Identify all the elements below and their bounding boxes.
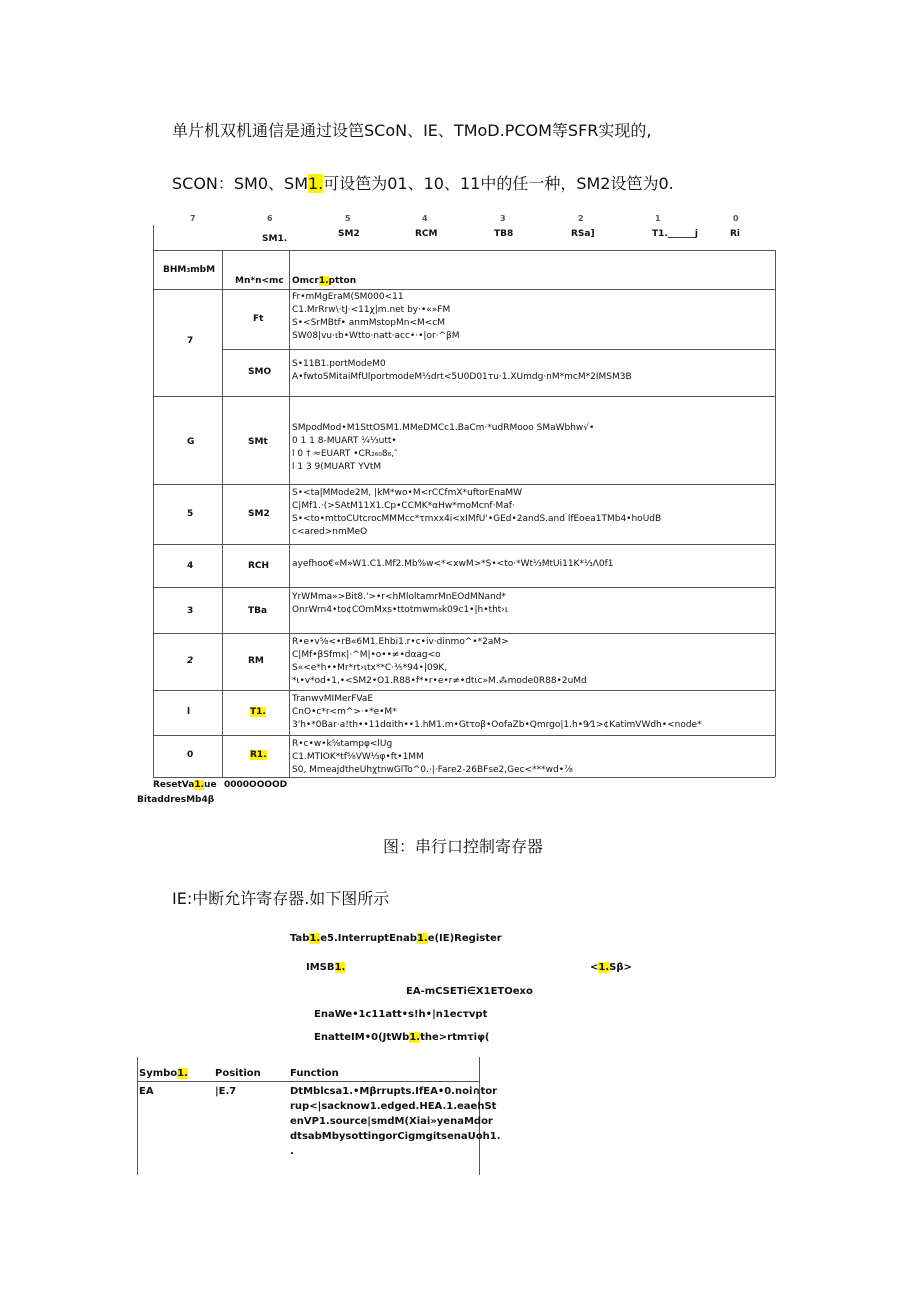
function-line: ayefhoo€«M»W1.C1.Mf2.Mb%w<*<xwM>*S•<to·*Wt⅓MtUi11K*⅓Λ0f1 — [292, 559, 614, 569]
reset-label-a: ResetVa — [153, 780, 195, 790]
ie-intro: IE:中断允许寄存器.如下图所示 — [172, 889, 390, 908]
row-name-highlight: T1. — [250, 707, 266, 717]
row-symbol: EA — [139, 1086, 154, 1097]
row-name-highlight: R1. — [250, 750, 267, 760]
row-bit: 4 — [187, 561, 194, 571]
function-line: dtsabMbysottingorCigmgitsenaUoh1. — [290, 1131, 501, 1142]
row-name: RCH — [248, 561, 270, 571]
bit-address: BitaddresMb4β — [137, 795, 215, 805]
function-line: 0 1 1 8-MUART ¼⅓utt• — [292, 436, 397, 446]
bit-number: 6 — [267, 214, 273, 223]
row-bit: 2 — [187, 656, 194, 666]
table-line — [289, 250, 290, 777]
table-line — [222, 250, 223, 777]
ie-bits: EA-mCSETi∈X1ETOexo — [406, 986, 533, 997]
table-line — [153, 633, 775, 634]
function-line: DtMblcsa1.•Mβrrupts.IfEA•0.noi∩tor — [290, 1086, 498, 1097]
function-line: C|Mf1.·(>SAtM11X1.Cp•CCMK*αHw*moMcnf·Maf· — [292, 501, 515, 511]
row-function — [290, 1084, 501, 1159]
bit-name: SM2 — [338, 229, 360, 239]
msb-highlight: 1. — [334, 962, 346, 973]
row-name: SMO — [248, 367, 272, 377]
function-line: CnO•c*r<m^>·•*e•M* — [292, 707, 397, 717]
bit-name: T1.______j — [652, 229, 698, 239]
table-line — [153, 396, 775, 397]
row-bit: 7 — [187, 336, 194, 346]
intro-line-2-highlight: 1. — [308, 174, 324, 193]
lsb-label — [590, 962, 632, 973]
reset-value: 0000OOOOD — [224, 780, 288, 790]
row-function — [292, 487, 661, 539]
enable-note: EnaWe•1c11att•s!h•|n1ecτvpt — [314, 1009, 488, 1020]
bit-number: 5 — [345, 214, 351, 223]
row-name — [250, 707, 266, 717]
lsb-a: < — [590, 962, 599, 973]
table2-title-highlight: 1. — [309, 933, 321, 944]
col-symbol — [139, 1068, 188, 1079]
table-line — [153, 289, 775, 290]
disable-highlight: 1. — [409, 1032, 421, 1043]
function-line: 3'h•*0Bar·a!th••11dαith••1.hM1.m•Gtτoβ•OofaZb•Qmrgo|1.h•9⁄1>¢KatimVWdh•<node* — [292, 720, 702, 730]
disable-note — [314, 1032, 490, 1043]
function-line: SMpodMod•M1SttOSM1.MMeDMCc1.BaCm·*udRMooo SMaWbhw√• — [292, 423, 595, 433]
row-position: |E.7 — [215, 1086, 237, 1097]
bit-number: 3 — [500, 214, 506, 223]
function-line: . — [290, 1146, 294, 1157]
header-bit: BHM₃mbM — [163, 265, 216, 275]
bit-number: 7 — [190, 214, 196, 223]
bit-name: RSa] — [571, 229, 595, 239]
function-line: R•c•w•k⅝tampφ<lUg — [292, 739, 393, 749]
col-symbol-a: Symbo — [139, 1068, 178, 1079]
lsb-highlight: 1. — [598, 962, 610, 973]
header-function — [292, 276, 356, 286]
function-line: l 0 † ≈EUART •CR₂₆₀8₈,″ — [292, 449, 398, 459]
function-line: S0, MmeajdtheUhχtnwGlTo^0.·|·Fare2-26BFse2,Gec<***wd•⅞ — [292, 765, 573, 775]
reset-value-label — [153, 780, 217, 790]
function-line: R•e•v⅝<•rB«6M1.Ehbi1.r•c•iv·dinmo^•*2aM> — [292, 637, 509, 647]
function-line: l 1 3 9(MUART YVtM — [292, 462, 382, 472]
row-bit: 0 — [187, 750, 194, 760]
function-line: TranwvMIMerFVaE — [292, 694, 374, 704]
row-function — [292, 422, 594, 474]
function-line: S•<SrMBtf• anmMstopMn<M<cM — [292, 318, 445, 328]
row-function — [292, 738, 573, 777]
table2-title — [290, 933, 502, 944]
header-function-highlight: 1. — [318, 276, 329, 286]
function-line: *ι•v*od•1,•<SM2•O1.R88•f*•r•e•r≠•dtιc»M.⁂mode0R88•2uMd — [292, 676, 587, 686]
row-bit: G — [187, 437, 195, 447]
function-line: A•fwtoSMitaiMfUlportmodeM⅓drt<5U0D01τu·1.XUmdg·nM*mcM*2IMSM3B — [292, 372, 632, 382]
row-bit: 3 — [187, 606, 194, 616]
col-position: Position — [215, 1068, 261, 1079]
col-symbol-highlight: 1. — [177, 1068, 188, 1079]
function-line: S«<e*h••Mr*rt›ιtx**C·⅗*94•|09K, — [292, 663, 448, 673]
row-name: SM2 — [248, 509, 270, 519]
col-function: Function — [290, 1068, 339, 1079]
header-function-b: ptton — [328, 276, 357, 286]
function-line: OnrWrn4•to¢COmMxs•ttotmwm₈k09c1•|h•tht›ι — [292, 605, 508, 615]
function-line: YrWMma»>Bit8.'>•r<hMloltamrMnEOdMNand* — [292, 592, 506, 602]
row-function — [292, 693, 702, 732]
bit-number: 0 — [733, 214, 739, 223]
reset-label-b: ue — [204, 780, 217, 790]
bit-name: Ri — [730, 229, 741, 239]
header-name: Mn*n<mc — [235, 276, 284, 286]
function-line: C1.MrRrw\·tJ·<11χ|m.net by·•«»FM — [292, 305, 451, 315]
table2-title-b: e5.InterruptEnab — [320, 933, 417, 944]
disable-b: the>rtmτiφ( — [420, 1032, 490, 1043]
function-line: rup<|sacknow1.edged.HEA.1.eaehSt — [290, 1101, 497, 1112]
function-line: S•<ta|MMode2M, |kM*wo•M<rCCfmX*uftorEnaMW — [292, 488, 523, 498]
function-line: SW08|vu·ιb•Wtto·natt·acc•·•|or·^βM — [292, 331, 460, 341]
function-line: enVP1.source|smdM(Xiai»yenaMdor — [290, 1116, 493, 1127]
function-line: S•<to•mttoCUtcrocMMMcc*τmxx4i<xIMfU'•GEd•2andS.and lfEoea1TMb4•hoUdB — [292, 514, 662, 524]
lsb-b: Sβ> — [609, 962, 632, 973]
row-name — [250, 750, 267, 760]
table-line — [153, 690, 775, 691]
function-line: C1.MTIOK*tf⅝VW⅓φ•ft•1MM — [292, 752, 424, 762]
header-function-a: Omcr — [292, 276, 319, 286]
bit-number: 1 — [655, 214, 661, 223]
table-line — [222, 349, 775, 350]
intro-line-2-b: 可设笆为01、10、11中的任一种，SM2设笆为0. — [323, 174, 674, 193]
function-line: Fr•mMgEraM(SM000<11 — [292, 292, 404, 302]
table-line — [137, 1081, 480, 1082]
function-line: C|Mf•βSfmκ|·^M|•o••≠•dαag<o — [292, 650, 441, 660]
reset-label-highlight: 1. — [194, 780, 205, 790]
row-function — [292, 358, 632, 384]
table-line — [153, 484, 775, 485]
table-line — [153, 250, 775, 251]
row-name: Ft — [253, 314, 264, 324]
row-name: SMt — [248, 437, 268, 447]
table2-title-a: Tab — [290, 933, 310, 944]
disable-a: EnatteIM•0(JtWb — [314, 1032, 410, 1043]
msb-a: IMSB — [306, 962, 335, 973]
table2-title-highlight-2: 1. — [416, 933, 428, 944]
bit-name: SM1. — [262, 234, 288, 244]
bit-number: 4 — [422, 214, 428, 223]
row-bit: 5 — [187, 509, 194, 519]
table-line — [153, 544, 775, 545]
table-line — [137, 1057, 138, 1175]
row-bit: l — [187, 707, 191, 717]
table-line — [153, 735, 775, 736]
row-function — [292, 291, 460, 343]
bit-name: TB8 — [494, 229, 514, 239]
intro-line-2-a: SCON：SM0、SM — [172, 174, 308, 193]
row-function — [292, 591, 508, 617]
table-line — [153, 225, 154, 250]
table-line — [153, 250, 154, 777]
bit-name: RCM — [415, 229, 438, 239]
figure-caption: 图：串行口控制寄存器 — [383, 837, 544, 856]
table-line — [153, 777, 775, 778]
intro-line-2 — [172, 171, 674, 194]
row-name: RM — [248, 656, 264, 666]
row-function — [292, 636, 587, 688]
bit-number: 2 — [578, 214, 584, 223]
table-line — [775, 250, 776, 777]
function-line: S•11B1.portModeM0 — [292, 359, 386, 369]
function-line: c<ared>nmMeO — [292, 527, 368, 537]
row-name: TBa — [248, 606, 268, 616]
msb-label — [306, 962, 345, 973]
row-function — [292, 558, 613, 571]
table2-title-c: e(IE)Register — [427, 933, 502, 944]
intro-line-1: 单片机双机通信是通过设笆SCoN、IE、TMoD.PCOM等SFR实现的, — [172, 121, 652, 140]
table-line — [153, 587, 775, 588]
